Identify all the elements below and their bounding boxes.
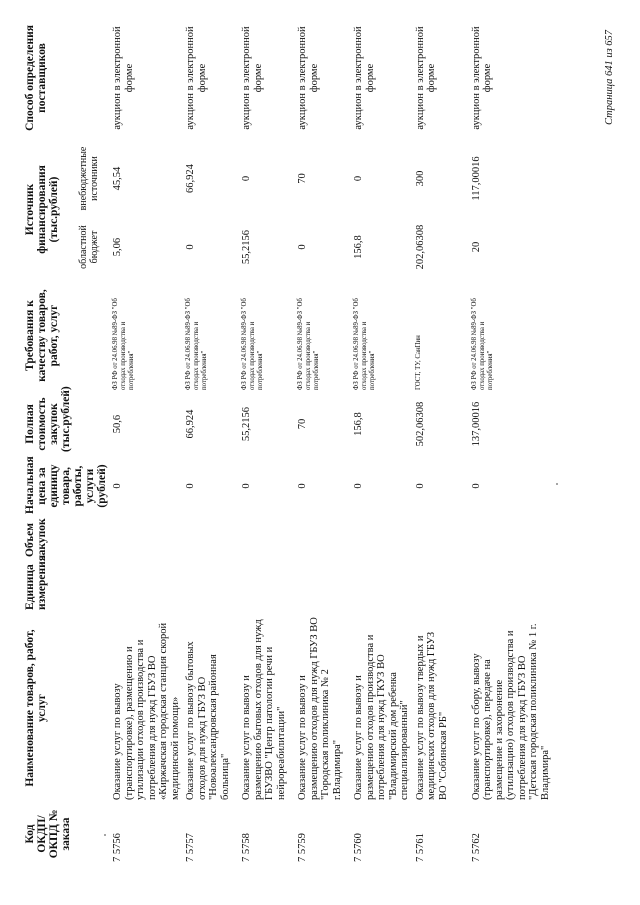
cell-name: Оказание услуг по вывозу и размещению отходов производства и потребления для нужд ГКУЗ ВО "Владимирский дом ребенка специализированный" — [353, 634, 410, 800]
cell-funding-extra: 70 — [297, 173, 308, 184]
cell-requirements: ФЗ РФ от 24.06.98 №89-ФЗ "Об отходах производства и потребления" — [353, 298, 376, 390]
cell-start-price: 0 — [470, 483, 482, 489]
cell-name: Оказание услуг по вывозу бытовых отходов для нужд ГБУЗ ВО "Новоалександровская районная больница" — [185, 641, 231, 800]
cell-funding-regional: 20 — [470, 241, 482, 253]
cell-unit — [239, 563, 295, 613]
cell-code — [239, 803, 295, 865]
cell-total-cost: 50,6 — [112, 414, 123, 434]
cell-name: Оказание услуг по вывозу (транспортировке), размещению и утилизации отходов производства и потребления для нужд ГБУЗ ВО «Киржачская городская станция скорой медицинской помощи» — [112, 622, 181, 800]
cell-volume — [413, 517, 469, 563]
cell-code — [295, 803, 351, 865]
cell-funding-regional: 5,06 — [112, 237, 123, 257]
order-number: 5759 — [297, 833, 308, 855]
cell-method: аукцион в электронной форме — [185, 26, 208, 130]
cell-requirements: ФЗ РФ от 24.06.98 №89-ФЗ "Об отходах производства и потребления" — [185, 298, 208, 390]
cell-funding-regional: 0 — [185, 244, 196, 250]
table-row — [239, 15, 295, 865]
cell-total-cost: 502,06308 — [414, 401, 426, 447]
cell-name: Оказание услуг по вывозу и размещению отходов для нужд ГБУЗ ВО "Городская поликлиника № 2 г.Владимира" — [297, 617, 343, 800]
cell-total-cost: 55,2156 — [241, 406, 252, 442]
cell-requirements: ГОСТ, ТУ, СанПин — [414, 335, 422, 390]
cell-unit — [413, 563, 469, 613]
cell-name: Оказание услуг по сбору, вывозу (транспортировке), передаче на размещение и захоронение (утилизацию) отходов производства и потребления для нужд ГБУЗ ВО "Детская городская поликлиника № 1 г. Владимира" — [470, 623, 551, 800]
procurement-table — [22, 15, 553, 865]
cell-method: аукцион в электронной форме — [414, 26, 437, 130]
cell-name: Оказание услуг по вывозу твердых и медицинских отходов для нужд ГБУЗ ВО "Собинская РБ" — [414, 631, 449, 800]
table-row — [110, 15, 183, 865]
order-number: 5760 — [353, 833, 364, 855]
cell-unit — [183, 563, 239, 613]
okdp-code: 7 — [241, 856, 252, 862]
cell-funding-regional: 55,2156 — [241, 229, 252, 265]
table-header-row — [22, 15, 74, 865]
cell-method: аукцион в электронной форме — [241, 26, 264, 130]
header-funding-extra: внебюджетные источники — [77, 146, 100, 211]
header-name: Наименование товаров, работ, услуг — [24, 629, 48, 787]
header-total-cost: Полная стоимость закупок (тыс.рублей) — [24, 386, 72, 452]
cell-method: аукцион в электронной форме — [353, 26, 376, 130]
cell-unit — [110, 563, 183, 613]
okdp-code: 7 — [470, 856, 482, 862]
cell-funding-extra: 117,00016 — [470, 156, 482, 201]
cell-total-cost: 66,924 — [185, 409, 196, 439]
table-body — [110, 15, 553, 865]
cell-start-price: 0 — [297, 483, 308, 489]
okdp-code: 7 — [414, 856, 426, 862]
header-unit: Единица измерения — [24, 555, 48, 610]
cell-funding-regional: 202,06308 — [414, 224, 426, 270]
cell-name: Оказание услуг по вывозу и размещению бытовых отходов для нужд ГБУЗВО "Центр патологии речи и нейрореабилитации" — [241, 619, 287, 800]
okdp-code: 7 — [353, 856, 364, 862]
table-row — [351, 15, 413, 865]
okdp-code: 7 — [297, 856, 308, 862]
table-row — [295, 15, 351, 865]
table-row — [183, 15, 239, 865]
cell-funding-extra: 66,924 — [185, 164, 196, 193]
cell-volume — [183, 517, 239, 563]
okdp-code: 7 — [185, 856, 196, 862]
cell-funding-extra: 300 — [414, 170, 426, 187]
cell-code — [413, 803, 469, 865]
cell-total-cost: 137,00016 — [470, 401, 482, 447]
cell-unit — [469, 563, 554, 613]
cell-requirements: ФЗ РФ от 24.06.98 №89-ФЗ "Об отходах производства и потребления" — [112, 298, 135, 390]
order-number: 5761 — [414, 833, 426, 855]
scan-speck — [104, 834, 106, 836]
header-method: Способ определения поставщиков — [24, 25, 48, 131]
cell-code — [469, 803, 554, 865]
cell-funding-extra: 0 — [353, 175, 364, 182]
cell-code — [183, 803, 239, 865]
cell-volume — [351, 517, 413, 563]
header-funding: Источник финансирования (тыс.рублей) — [24, 165, 60, 254]
header-volume: Объем закупок — [24, 518, 48, 560]
header-requirements: Требования к качеству товаров, работ, услуг — [24, 289, 60, 382]
cell-requirements: ФЗ РФ от 24.06.98 №89-ФЗ "Об отходах производства и потребления" — [470, 298, 494, 390]
cell-unit — [295, 563, 351, 613]
okdp-code: 7 — [112, 856, 123, 862]
cell-funding-extra: 0 — [241, 175, 252, 182]
cell-start-price: 0 — [112, 483, 123, 489]
cell-method: аукцион в электронной форме — [112, 26, 135, 130]
cell-volume — [239, 517, 295, 563]
cell-total-cost: 70 — [297, 418, 308, 430]
header-start-price: Начальная цена за единицу товара, работы, услуги (рублей) — [24, 456, 108, 514]
cell-code — [110, 803, 183, 865]
table-row — [469, 15, 554, 865]
cell-requirements: ФЗ РФ от 24.06.98 №89-ФЗ "Об отходах производства и потребления" — [241, 298, 264, 390]
cell-volume — [469, 517, 554, 563]
cell-start-price: 0 — [241, 483, 252, 489]
order-number: 5757 — [185, 833, 196, 855]
scan-speck — [556, 483, 558, 485]
order-number: 5758 — [241, 833, 252, 855]
cell-funding-regional: 0 — [297, 244, 308, 250]
cell-code — [351, 803, 413, 865]
cell-start-price: 0 — [353, 483, 364, 489]
header-funding-regional: областной бюджет — [77, 225, 100, 269]
cell-start-price: 0 — [414, 483, 426, 489]
table-row — [413, 15, 469, 865]
cell-method: аукцион в электронной форме — [470, 26, 493, 130]
page-number: Страница 641 из 657 — [604, 29, 615, 125]
cell-funding-regional: 156,8 — [353, 235, 364, 259]
cell-total-cost: 156,8 — [353, 412, 364, 436]
cell-requirements: ФЗ РФ от 24.06.98 №89-ФЗ "Об отходах производства и потребления" — [297, 298, 320, 390]
cell-method: аукцион в электронной форме — [297, 26, 320, 130]
header-code: Код ОКДП/ ОКПД № заказа — [24, 809, 72, 859]
cell-start-price: 0 — [185, 483, 196, 489]
cell-volume — [295, 517, 351, 563]
order-number: 5762 — [470, 833, 482, 855]
order-number: 5756 — [112, 833, 123, 855]
cell-funding-extra: 45,54 — [112, 166, 123, 191]
cell-unit — [351, 563, 413, 613]
cell-volume — [110, 517, 183, 563]
